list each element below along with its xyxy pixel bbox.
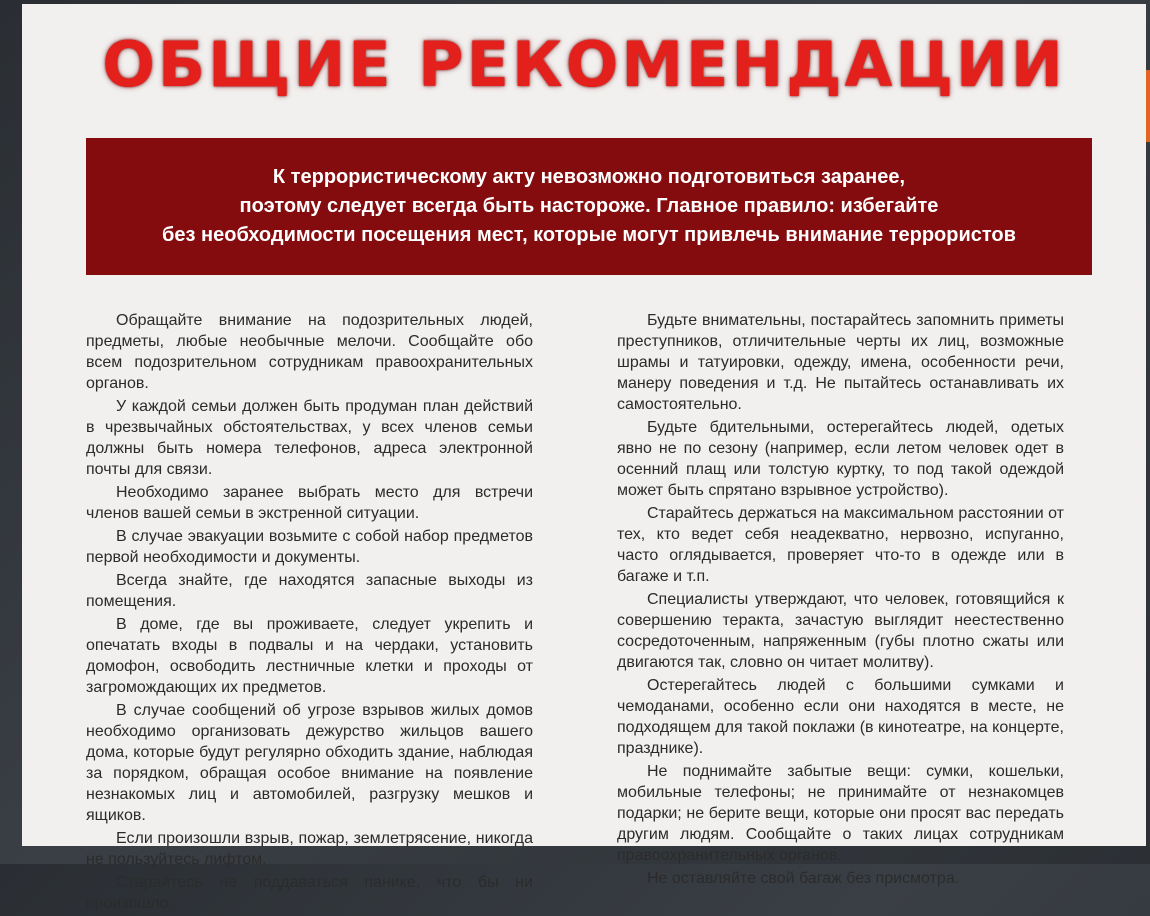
recommendation-paragraph: Необходимо заранее выбрать место для встречи членов вашей семьи в экстренной ситуации.	[86, 484, 533, 522]
recommendation-paragraph: Если произошли взрыв, пожар, землетрясение, никогда не пользуйтесь лифтом.	[86, 830, 533, 868]
page-title: ОБЩИЕ РЕКОМЕНДАЦИИ	[102, 28, 1066, 101]
recommendation-paragraph: Специалисты утверждают, что человек, готовящийся к совершению теракта, зачастую выглядит неестественно сосредоточенным, напряженным (губы плотно сжаты или двигаются так, словно он читает молитву).	[617, 591, 1064, 671]
recommendation-paragraph: Всегда знайте, где находятся запасные выходы из помещения.	[86, 572, 533, 610]
recommendation-paragraph: Не оставляйте свой багаж без присмотра.	[647, 870, 960, 887]
recommendation-paragraph: В случае сообщений об угрозе взрывов жилых домов необходимо организовать дежурство жильцов вашего дома, которые будут регулярно обходить здание, наблюдая за порядком, обращая особое внимание на появление незнакомых лиц и автомобилей, разгрузку мешков и ящиков.	[86, 702, 533, 824]
recommendation-paragraph: Обращайте внимание на подозрительных людей, предметы, любые необычные мелочи. Сообщайте обо всем подозрительном сотрудникам правоохранительных органов.	[86, 312, 533, 392]
banner-line: К террористическому акту невозможно подготовиться заранее,	[272, 166, 906, 188]
recommendation-paragraph: Будьте внимательны, постарайтесь запомнить приметы преступников, отличительные черты их лиц, возможные шрамы и татуировки, одежду, имена, особенности речи, манеру поведения и т.д. Не пытайтесь останавливать их самостоятельно.	[617, 312, 1064, 413]
key-rule-banner	[86, 138, 1092, 275]
recommendation-paragraph: Будьте бдительными, остерегайтесь людей, одетых явно не по сезону (например, если летом человек одет в осенний плащ или толстую куртку, то под такой одеждой может быть спрятано взрывное устройство).	[617, 419, 1064, 499]
banner-line: поэтому следует всегда быть настороже. Главное правило: избегайте	[239, 195, 939, 217]
right-text-column	[617, 310, 1064, 891]
banner-line: без необходимости посещения мест, которые могут привлечь внимание террористов	[162, 224, 1016, 246]
recommendation-paragraph: Остерегайтесь людей с большими сумками и чемоданами, особенно если они находятся в месте, не подходящем для такой поклажи (в кинотеатре, на концерте, празднике).	[617, 677, 1064, 757]
recommendation-paragraph: Старайтесь не поддаваться панике, что бы ни произошло.	[86, 874, 533, 912]
left-text-column	[86, 310, 533, 916]
document-sheet	[22, 4, 1146, 912]
recommendation-paragraph: У каждой семьи должен быть продуман план действий в чрезвычайных обстоятельствах, у всех членов семьи должны быть номера телефонов, адреса электронной почты для связи.	[86, 398, 533, 478]
recommendation-paragraph: Старайтесь держаться на максимальном расстоянии от тех, кто ведет себя неадекватно, нервозно, испуганно, часто оглядывается, проверяет что-то в одежде или в багаже и т.п.	[617, 505, 1064, 585]
recommendation-paragraph: В случае эвакуации возьмите с собой набор предметов первой необходимости и документы.	[86, 528, 533, 566]
recommendation-paragraph: В доме, где вы проживаете, следует укрепить и опечатать входы в подвалы и на чердаки, установить домофон, освободить лестничные клетки и проходы от загромождающих их предметов.	[86, 616, 533, 696]
edge-accent-strip	[1146, 70, 1150, 142]
recommendation-paragraph: Не поднимайте забытые вещи: сумки, кошельки, мобильные телефоны; не принимайте от незнакомцев подарки; не берите вещи, которые они просят вас передать другим людям. Сообщайте о таких лицах сотрудникам правоохранительных органов.	[617, 763, 1064, 864]
